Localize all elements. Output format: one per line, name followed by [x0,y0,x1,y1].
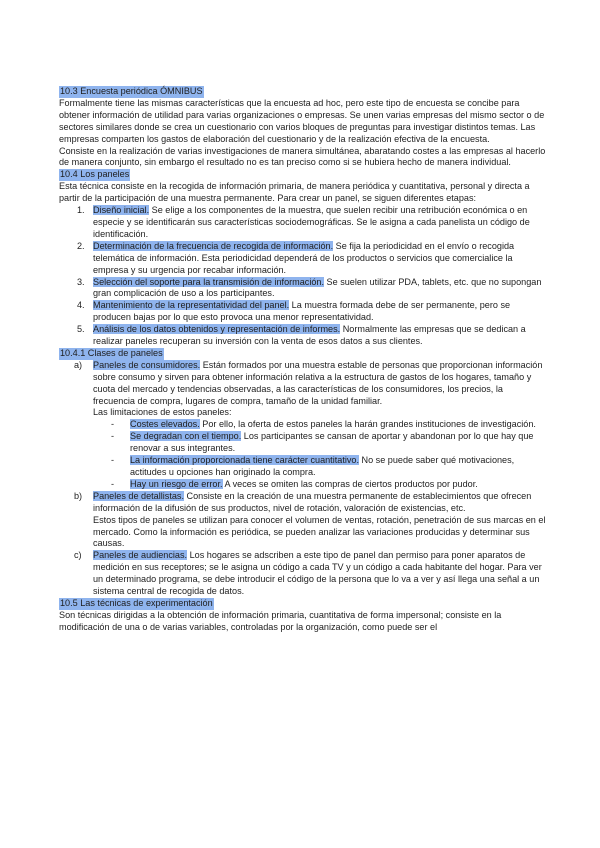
limitation-text: No se puede saber qué motivaciones, actitudes u opciones han originado la compra. [130,455,515,477]
section-10-4-heading [59,169,547,181]
step-number: 1. [77,205,85,216]
dash-marker: - [111,478,115,489]
section-10-4-1-heading-text: 10.4.1 Clases de paneles [60,347,163,358]
step-highlight: Determinación de la frecuencia de recogida de información. [93,240,334,251]
limitation-highlight: Se degradan con el tiempo. [130,431,242,442]
panel-type-highlight: Paneles de consumidores. [93,359,201,370]
step-text: Se fija la periodicidad en el envío o recogida telemática de información. Esta periodicidad dependerá de los productos o servicios que comercialice la empresa y su urgencia por recabar información. [93,240,515,275]
panel-type-extra: Estos tipos de paneles se utilizan para conocer el volumen de ventas, rotación, penetración de sus marcas en el mercado. Como la información es periódica, se pueden analizar las variaciones producidas y determinar sus causas. [93,514,546,549]
step-number: 2. [77,240,85,251]
limitation-highlight: La información proporcionada tiene carácter cuantitativo. [130,455,359,466]
limitation-highlight: Hay un riesgo de error. [130,478,223,489]
limitation-item [59,479,547,491]
step-highlight: Diseño inicial. [93,205,150,216]
step-highlight: Análisis de los datos obtenidos y representación de informes. [93,324,341,335]
limitations-intro: Las limitaciones de estos paneles: [93,407,232,418]
step-number: 3. [77,276,85,287]
dash-marker: - [111,431,115,442]
panel-type-highlight: Paneles de audiencias. [93,550,188,561]
limitation-text: Por ello, la oferta de estos paneles la harán grandes instituciones de investigación. [199,419,536,430]
section-10-4-intro: Esta técnica consiste en la recogida de información primaria, de manera periódica y cuantitativa, personal y directa a partir de la participación de una muestra permanente. Para crear un panel, se siguen diferentes etapas: [59,181,530,204]
limitation-item [59,431,547,455]
panel-type-marker: c) [74,550,82,561]
step-number: 4. [77,300,85,311]
document-body [59,86,547,634]
limitation-text: Los participantes se cansan de aportar y abandonan por lo que hay que renovar a sus integrantes. [130,431,534,454]
step-highlight: Selección del soporte para la transmisión de información. [93,276,325,287]
step-text: La muestra formada debe de ser permanente, pero se producen bajas por lo que esto provoca una menor representatividad. [93,300,511,323]
section-10-3-paragraph-2: Consiste en la realización de varias investigaciones de manera simultánea, abaratando costes a las empresas al hacerlo de manera conjunto, sin embargo el resultado no es tan preciso como si se hubiera hecho de manera individual. [59,145,546,168]
section-10-4-heading-text: 10.4 Los paneles [60,169,130,180]
section-10-3-heading-text: 10.3 Encuesta periódica ÓMNIBUS [60,86,203,96]
limitation-text: A veces se omiten las compras de ciertos productos por pudor. [222,478,478,489]
limitation-highlight: Costes elevados. [130,419,200,430]
panel-types-list [59,360,547,408]
limitation-item [59,455,547,479]
panel-type-highlight: Paneles de detallistas. [93,490,184,501]
limitations-list [59,419,547,490]
panel-type-detallistas [59,491,547,551]
panel-step-1 [59,205,547,241]
section-10-5-heading-text: 10.5 Las técnicas de experimentación [60,597,213,608]
panel-type-text: Consiste en la creación de una muestra permanente de establecimientos que ofrecen información de la difusión de sus productos, nivel de rotación, valoración de existencias, etc. [93,490,532,513]
step-text: Se suelen utilizar PDA, tablets, etc. que no supongan gran complicación de uso a los participantes. [93,276,542,299]
panel-type-marker: b) [74,490,83,501]
panel-step-3 [59,277,547,301]
section-10-3-heading [59,86,547,98]
section-10-5-heading [59,598,547,610]
panel-step-5 [59,324,547,348]
section-10-5-paragraph: Son técnicas dirigidas a la obtención de información primaria, cuantitativa de forma impersonal; consiste en la modificación de una o de varias variables, controladas por la organización, como puede ser el [59,609,502,632]
panel-type-audiencias [59,550,547,598]
panel-type-text: Los hogares se adscriben a este tipo de panel dan permiso para poner aparatos de medición en sus receptores; se le asigna un código a cada TV y un código a cada habitante del hogar. Para ver un determinado programa, se debe introducir el código de la persona que lo va a ver y así llega una señal a un sistema central de recogida de datos. [93,550,542,597]
step-text: Normalmente las empresas que se dedican a realizar paneles recuperan su inversión con la venta de esos datos a sus clientes. [93,324,526,347]
step-text: Se elige a los componentes de la muestra, que suelen recibir una retribución económica o en especie y se identificarán sus características sociodemográficas. Se le asigna a cada panelista un código de identificación. [93,205,530,239]
panel-types-list-continued [59,491,547,598]
panel-steps-list [59,205,547,348]
panel-step-4 [59,300,547,324]
step-number: 5. [77,324,85,335]
section-10-4-1-heading [59,348,547,360]
panel-type-marker: a) [74,359,83,370]
panel-type-text: Están formados por una muestra estable de personas que proporcionan información sobre consumo y sirven para obtener información relativa a la estructura de gastos de los hogares, tamaño y cuota del mercado y tendencias observadas, a las características de los consumidores, los precios, la frecuencia de compra, lugares de compra, tamaño de la unidad familiar. [93,359,543,406]
section-10-3-paragraph-1: Formalmente tiene las mismas características que la encuesta ad hoc, pero este tipo de encuesta se concibe para obtener información de utilidad para varias organizaciones o empresas. Se unen varias empresas del mismo sector o de sectores similares donde se crea un cuestionario con varios bloques de preguntas para investigar distintos temas. Las empresas comparten los gastos de elaboración del cuestionario y de la realización efectiva de la encuesta. [59,97,545,144]
dash-marker: - [111,455,115,466]
panel-step-2 [59,241,547,277]
step-highlight: Mantenimiento de la representatividad del panel. [93,300,290,311]
dash-marker: - [111,419,115,430]
limitation-item [59,419,547,431]
panel-type-consumidores [59,360,547,408]
